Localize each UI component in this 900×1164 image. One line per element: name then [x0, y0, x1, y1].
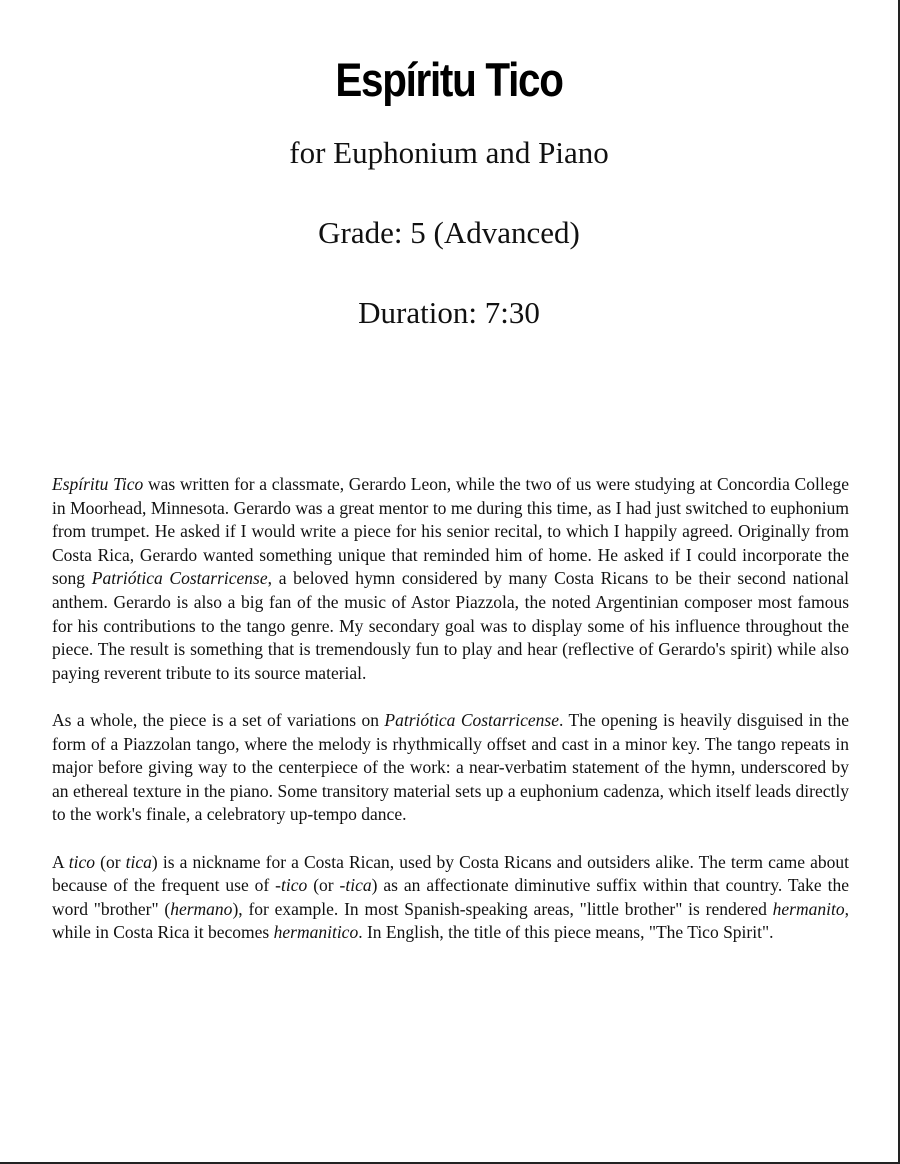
paragraph-1 [52, 473, 849, 685]
text-segment: As a whole, the piece is a set of variations on [52, 709, 385, 730]
text-segment: -tico [275, 875, 308, 896]
text-segment: hermano [170, 898, 233, 919]
text-segment: hermanitico [273, 922, 359, 943]
duration: Duration: 7:30 [358, 295, 540, 330]
text-segment: tica [125, 851, 152, 872]
program-notes [52, 473, 849, 968]
text-segment: -tica [339, 875, 372, 896]
text-segment: ) as an affectionate diminutive suffix within that country. Take the word "brother" ( [52, 875, 849, 919]
text-segment: Patriótica Costarricense [384, 709, 560, 730]
paragraph-2 [52, 709, 849, 827]
text-segment: ) is a nickname for a Costa Rican, used by Costa Ricans and outsiders alike. The term came about because of the frequent use of [52, 851, 849, 896]
text-segment: hermanito [772, 898, 845, 919]
text-segment: Patriótica Costarricense [91, 568, 268, 589]
text-segment: , while in Costa Rica it becomes [52, 898, 849, 943]
text-segment: , a beloved hymn considered by many Costa Ricans to be their second national anthem. Gerardo is also a big fan of the music of Astor Piazzola, the noted Argentinian composer most famous for his contributions to the tango genre. My secondary goal was to display some of his influence throughout the piece. The result is something that is tremendously fun to play and hear (reflective of Gerardo's spirit) while also paying reverent tribute to its source material. [52, 568, 849, 683]
text-segment: (or [95, 851, 126, 872]
text-segment: A [52, 851, 69, 872]
text-segment: ), for example. In most Spanish-speaking areas, "little brother" is rendered [232, 898, 773, 919]
text-segment: . The opening is heavily disguised in the form of a Piazzolan tango, where the melody is rhythmically offset and cast in a minor key. The tango repeats in major before giving way to the centerpiece of the work: a near-verbatim statement of the hymn, underscored by an ethereal texture in the piano. Some transitory material sets up a euphonium cadenza, which itself leads directly to the work's finale, a celebratory up-tempo dance. [52, 709, 849, 825]
text-segment: tico [68, 851, 96, 872]
paragraph-3 [52, 851, 849, 945]
grade-level: Grade: 5 (Advanced) [318, 215, 580, 250]
text-segment: (or [307, 875, 340, 896]
instrumentation: for Euphonium and Piano [289, 135, 609, 170]
piece-title: Espíritu Tico [335, 53, 563, 106]
text-segment: Espíritu Tico [52, 474, 144, 494]
text-segment: was written for a classmate, Gerardo Leon, while the two of us were studying at Concordia College in Moorhead, Minnesota. Gerardo was a great mentor to me during this time, as I had just switched to euphonium from trumpet. He asked if I would write a piece for his senior recital, to which I happily agreed. Originally from Costa Rica, Gerardo wanted something unique that reminded him of home. He asked if I could incorporate the song [52, 474, 849, 589]
text-segment: . In English, the title of this piece means, "The Tico Spirit". [358, 922, 774, 943]
